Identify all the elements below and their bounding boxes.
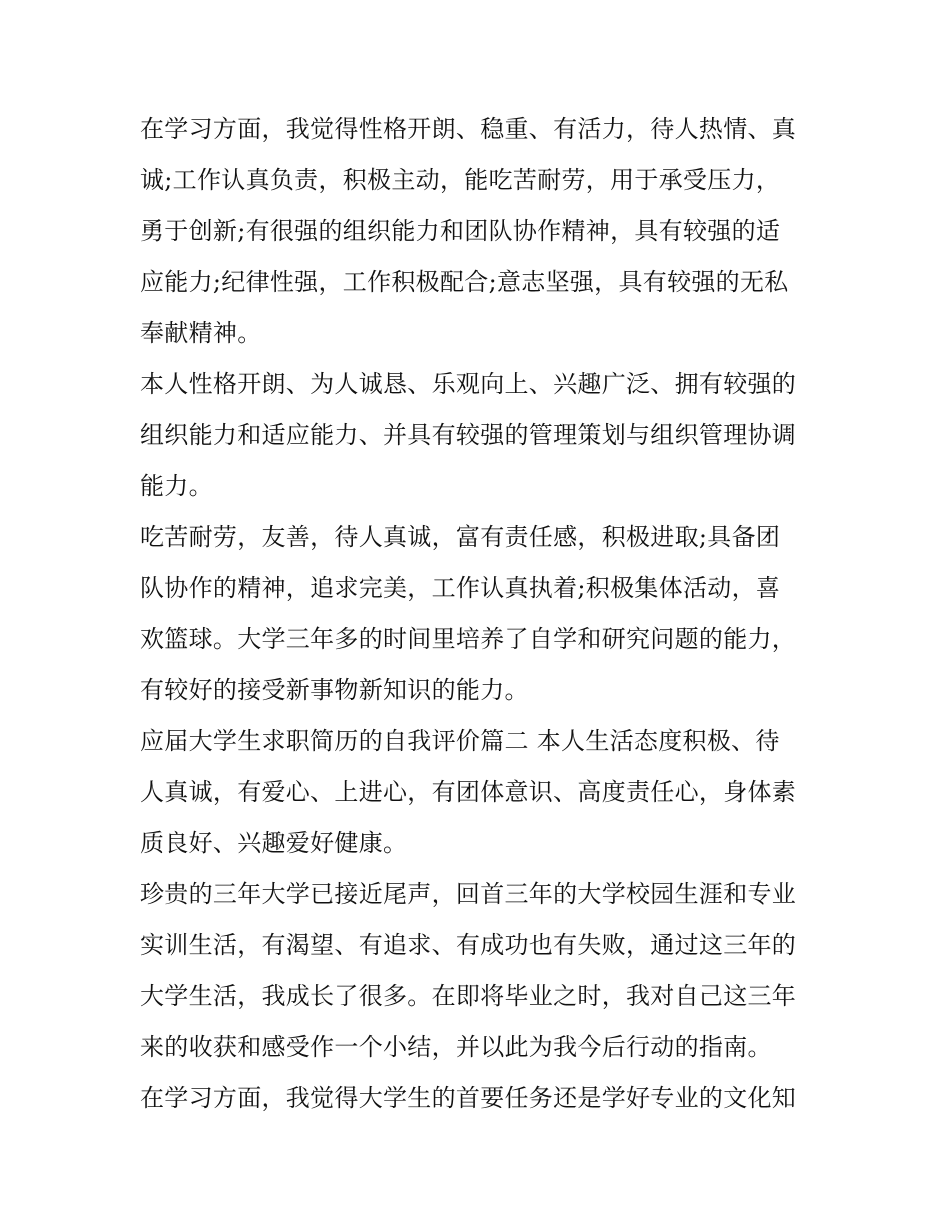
text-line: 组织能力和适应能力、并具有较强的管理策划与组织管理协调 [140, 421, 797, 449]
text-line: 能力。 [140, 472, 213, 500]
text-line: 欢篮球。大学三年多的时间里培养了自学和研究问题的能力， [140, 625, 797, 653]
text-line: 实训生活，有渴望、有追求、有成功也有失败，通过这三年的 [140, 931, 797, 959]
paragraph-3 [140, 512, 820, 716]
text-line: 本人性格开朗、为人诚恳、乐观向上、兴趣广泛、拥有较强的 [140, 370, 797, 398]
text-line: 人真诚，有爱心、上进心，有团体意识、高度责任心，身体素 [140, 778, 797, 806]
text-line: 在学习方面，我觉得性格开朗、稳重、有活力，待人热情、真 [140, 115, 797, 143]
text-line: 质良好、兴趣爱好健康。 [140, 829, 408, 857]
text-line: 有较好的接受新事物新知识的能力。 [140, 676, 529, 704]
paragraph-2 [140, 359, 820, 512]
text-line: 大学生活，我成长了很多。在即将毕业之时，我对自己这三年 [140, 982, 797, 1010]
text-line: 奉献精神。 [140, 319, 262, 347]
paragraph-6 [140, 1073, 820, 1124]
text-line: 应能力;纪律性强，工作积极配合;意志坚强，具有较强的无私 [140, 268, 789, 296]
text-line: 在学习方面，我觉得大学生的首要任务还是学好专业的文化知 [140, 1084, 797, 1112]
text-line: 诚;工作认真负责，积极主动，能吃苦耐劳，用于承受压力， [140, 166, 781, 194]
text-line: 队协作的精神，追求完美，工作认真执着;积极集体活动，喜 [140, 574, 781, 602]
text-line: 来的收获和感受作一个小结，并以此为我今后行动的指南。 [140, 1033, 772, 1061]
text-line: 勇于创新;有很强的组织能力和团队协作精神，具有较强的适 [140, 217, 781, 245]
document-body [140, 104, 820, 1124]
paragraph-1 [140, 104, 820, 359]
text-line: 珍贵的三年大学已接近尾声，回首三年的大学校园生涯和专业 [140, 880, 797, 908]
paragraph-4 [140, 716, 820, 869]
text-line: 吃苦耐劳，友善，待人真诚，富有责任感，积极进取;具备团 [140, 523, 781, 551]
text-line: 应届大学生求职简历的自我评价篇二 本人生活态度积极、待 [140, 727, 780, 755]
paragraph-5 [140, 869, 820, 1073]
